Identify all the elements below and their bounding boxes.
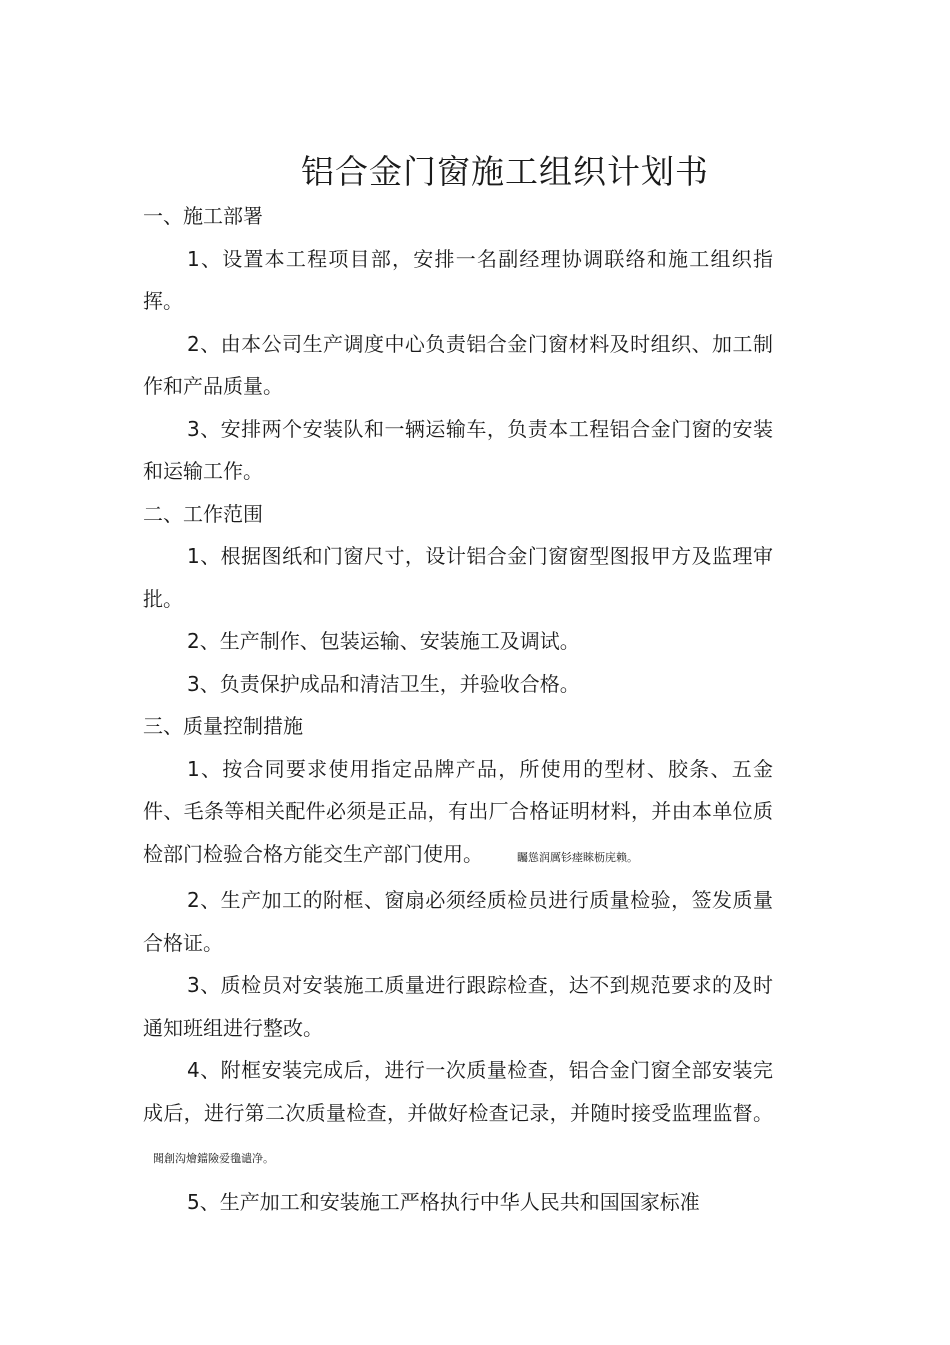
deployment-item-1: 1、设置本工程项目部，安排一名副经理协调联络和施工组织指挥。: [143, 246, 773, 313]
quality-item-1: [143, 748, 773, 880]
quality-item-1-text: 1、按合同要求使用指定品牌产品，所使用的型材、胶条、五金件、毛条等相关配件必须是正品，有出厂合格证明材料，并由本单位质检部门检验合格方能交生产部门使用。: [143, 756, 773, 866]
deployment-item-2: 2、由本公司生产调度中心负责铝合金门窗材料及时组织、加工制作和产品质量。: [143, 331, 773, 398]
document-title: 铝合金门窗施工组织计划书: [301, 152, 709, 191]
quality-item-5: 5、生产加工和安装施工严格执行中华人民共和国国家标准: [187, 1189, 700, 1214]
quality-item-3: 3、质检员对安装施工质量进行跟踪检查，达不到规范要求的及时通知班组进行整改。: [143, 973, 773, 1040]
noise-mark-1: 矚慫润厲钐瘗睞枥庑赖。: [517, 850, 638, 864]
noise-mark-2: 聞創沟燴鐺險爱氇谴净。: [153, 1152, 274, 1165]
document-body: [143, 195, 773, 1223]
scope-item-2: 2、生产制作、包装运输、安装施工及调试。: [187, 629, 580, 653]
quality-item-4-text: 4、附框安装完成后，进行一次质量检查，铝合金门窗全部安装完成后，进行第二次质量检查，并做好检查记录，并随时接受监理监督。: [143, 1058, 773, 1125]
scope-item-1: 1、根据图纸和门窗尺寸，设计铝合金门窗窗型图报甲方及监理审批。: [143, 544, 773, 611]
deployment-item-3: 3、安排两个安装队和一辆运输车，负责本工程铝合金门窗的安装和运输工作。: [143, 416, 773, 483]
quality-item-2: 2、生产加工的附框、窗扇必须经质检员进行质量检验，签发质量合格证。: [143, 888, 773, 955]
section-heading-quality: 三、质量控制措施: [143, 714, 303, 738]
section-heading-deployment: 一、施工部署: [143, 204, 263, 228]
quality-item-4: [143, 1049, 773, 1181]
section-heading-scope: 二、工作范围: [143, 501, 263, 526]
scope-item-3: 3、负责保护成品和清洁卫生，并验收合格。: [187, 671, 580, 696]
